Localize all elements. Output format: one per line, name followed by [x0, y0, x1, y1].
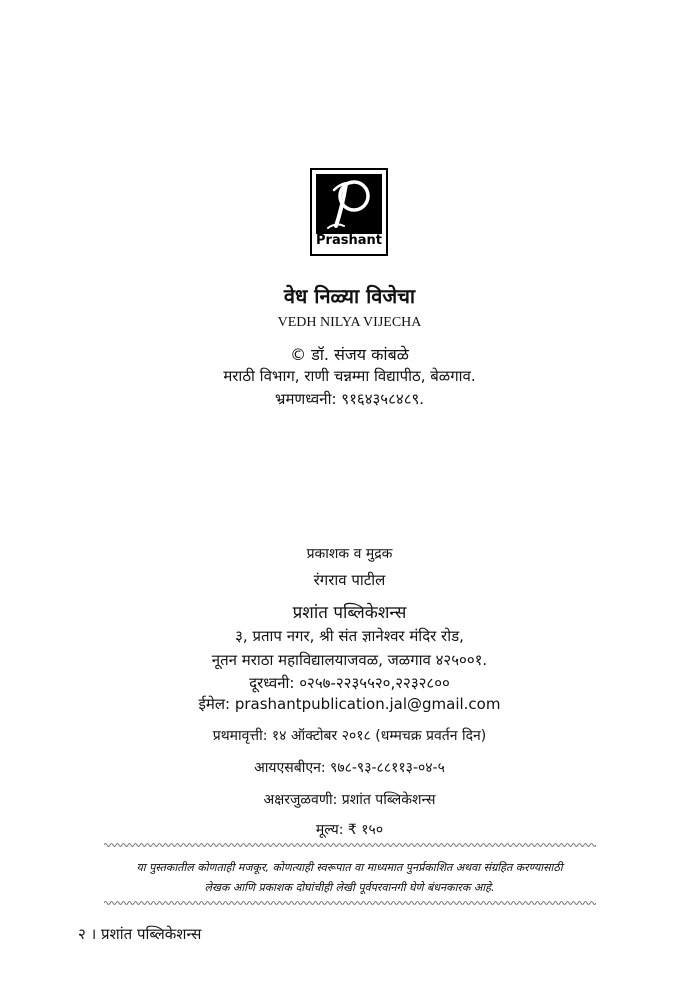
logo-word: Prashant [316, 233, 382, 248]
publisher-logo [310, 168, 388, 256]
address-line-2: नूतन मराठा महाविद्यालयाजवळ, जळगाव ४२५००१. [211, 651, 488, 669]
first-edition-line: प्रथमावृत्ती: १४ ऑक्टोबर २०१८ (धम्मचक्र प्रवर्तन दिन) [212, 728, 487, 744]
wavy-divider-top [104, 842, 596, 848]
copyright-line: © डॉ. संजय कांबळे [290, 345, 409, 364]
email-line: ईमेल: prashantpublication.jal@gmail.com [198, 695, 501, 713]
prashant-p-logo-icon [316, 174, 382, 234]
publisher-label: प्रकाशक व मुद्रक [306, 546, 393, 562]
wavy-divider-bottom [104, 900, 596, 906]
disclaimer-line-2: लेखक आणि प्रकाशक दोघांचीही लेखी पूर्वपरवानगी घेणे बंधनकारक आहे. [204, 881, 495, 894]
disclaimer-line-1: या पुस्तकातील कोणताही मजकूर, कोणत्याही स्वरूपात वा माध्यमात पुनर्प्रकाशित अथवा संग्रहित करण्यासाठी [136, 861, 563, 874]
typesetting-line: अक्षरजुळवणी: प्रशांत पब्लिकेशन्स [263, 792, 436, 808]
publisher-company: प्रशांत पब्लिकेशन्स [292, 603, 407, 623]
phone-line: दूरध्वनी: ०२५७-२२३५५२०,२२३२८०० [249, 674, 450, 692]
isbn-line: आयएसबीएन: ९७८-९३-८८११३-०४-५ [254, 760, 445, 776]
address-line-1: ३, प्रताप नगर, श्री संत ज्ञानेश्वर मंदिर रोड, [235, 627, 464, 645]
page-footer: २ । प्रशांत पब्लिकेशन्स [78, 925, 202, 943]
title-english: VEDH NILYA VIJECHA [277, 315, 422, 330]
mobile-line: भ्रमणध्वनी: ९१६४३५८४८९. [274, 390, 425, 408]
publisher-name: रंगराव पाटील [313, 571, 386, 589]
department-line: मराठी विभाग, राणी चन्नम्मा विद्यापीठ, बेळगाव. [223, 367, 476, 385]
price-line: मूल्य: ₹ १५० [315, 822, 384, 838]
title-marathi: वेध निळ्या विजेचा [283, 284, 416, 308]
